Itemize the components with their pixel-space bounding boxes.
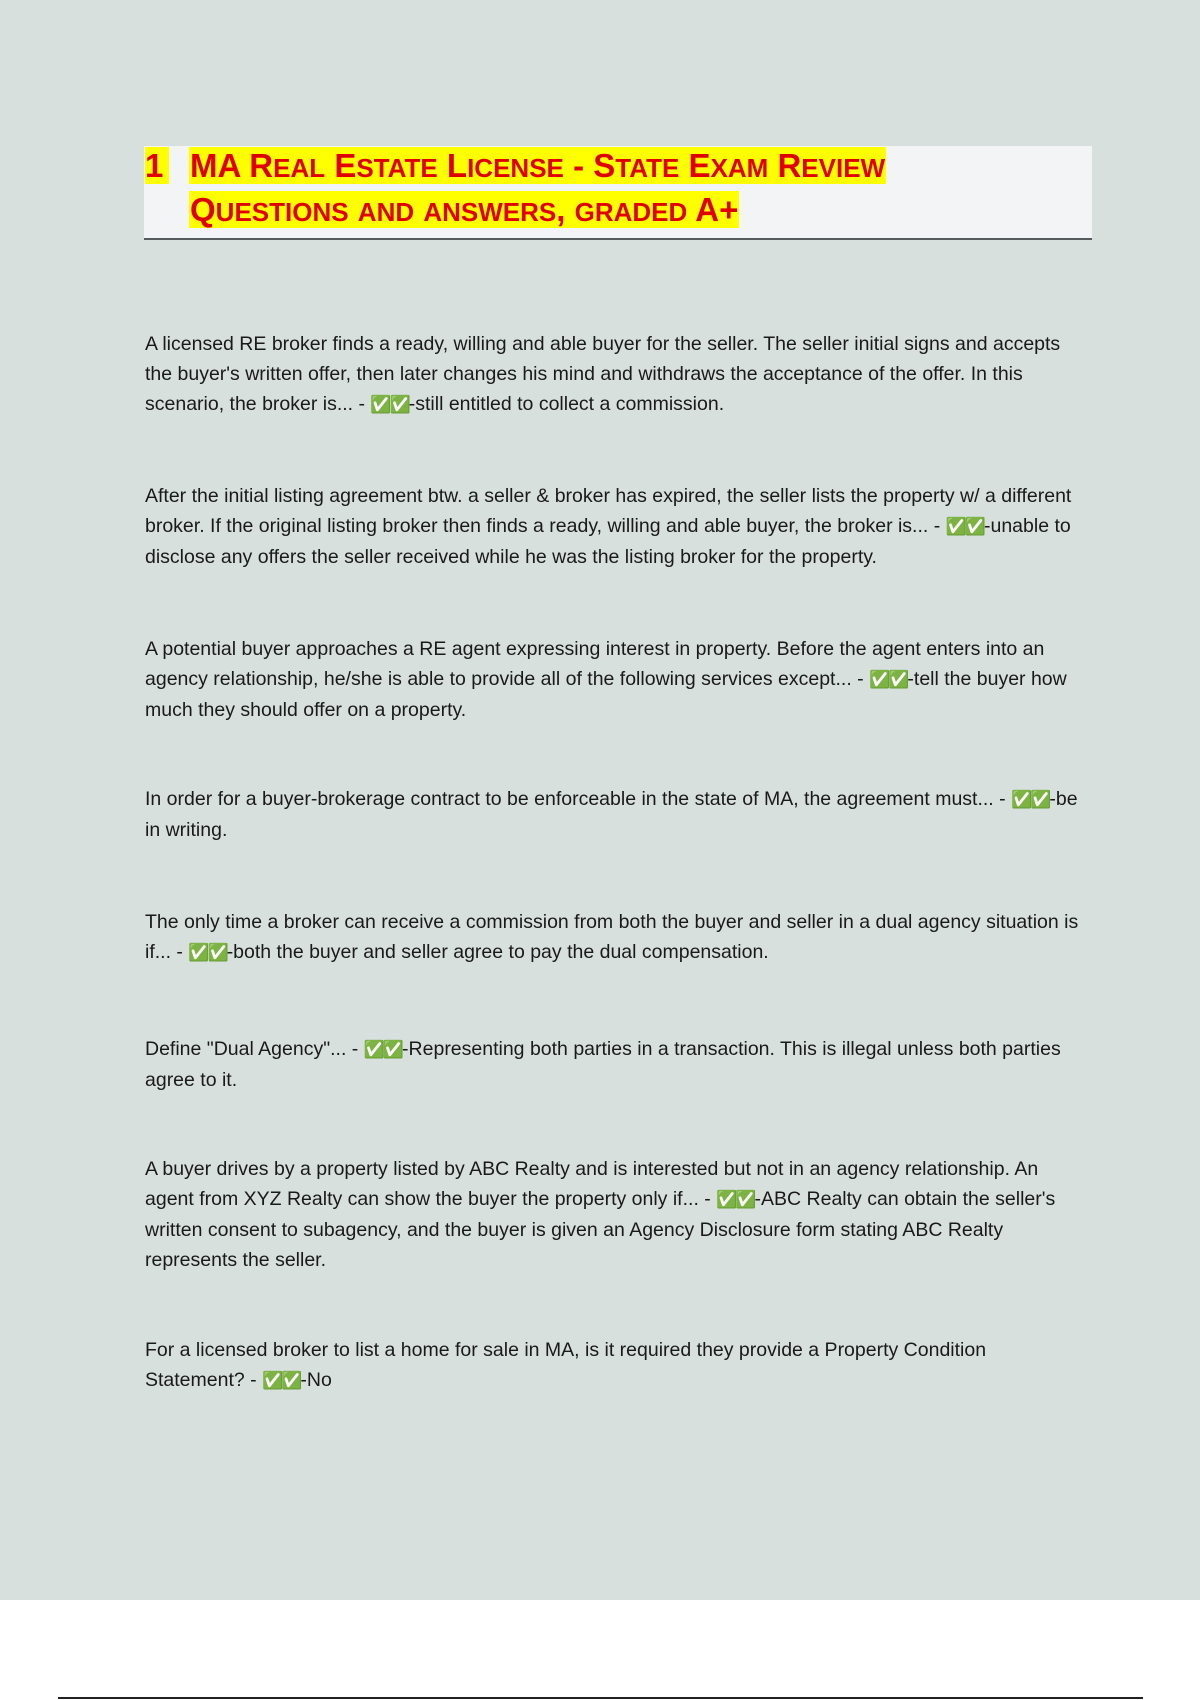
qa-item-2: [145, 481, 1090, 572]
qa-item-4: [145, 784, 1090, 845]
qa-item-6: [145, 1034, 1090, 1095]
double-check-icon: ✅✅: [370, 395, 409, 415]
double-check-icon: ✅✅: [945, 517, 984, 537]
double-check-icon: ✅✅: [363, 1040, 403, 1060]
double-check-icon: ✅✅: [1011, 790, 1050, 810]
answer-text: -still entitled to collect a commission.: [408, 393, 725, 415]
question-text: After the initial listing agreement btw. a seller & broker has expired, the seller lists the property w/ a different broker. If the original listing broker then finds a ready, willing and able buyer, the broker is... -: [145, 485, 1072, 537]
qa-item-7: [145, 1154, 1090, 1275]
answer-text: -No: [300, 1369, 332, 1391]
question-text: A licensed RE broker finds a ready, willing and able buyer for the seller. The seller initial signs and accepts the buyer's written offer, then later changes his mind and withdraws the acceptance of the offer. In this scenario, the broker is... -: [145, 333, 1061, 415]
question-text: In order for a buyer-brokerage contract to be enforceable in the state of MA, the agreement must... -: [145, 788, 1012, 810]
question-text: A potential buyer approaches a RE agent expressing interest in property. Before the agent enters into an agency relationship, he/she is able to provide all of the following services except... -: [145, 638, 1045, 690]
answer-text: -tell the buyer how much they should offer on a property.: [145, 668, 1067, 721]
answer-text: -unable to disclose any offers the seller received while he was the listing broker for the property.: [145, 515, 1071, 568]
question-text: Define "Dual Agency"... -: [145, 1038, 364, 1060]
question-text: The only time a broker can receive a commission from both the buyer and seller in a dual agency situation is if... -: [145, 911, 1079, 963]
answer-text: -both the buyer and seller agree to pay the dual compensation.: [226, 941, 769, 963]
footer-divider: [58, 1697, 1143, 1699]
answer-text: -be in writing.: [145, 788, 1078, 841]
heading-number: 1: [145, 145, 169, 187]
question-text: A buyer drives by a property listed by ABC Realty and is interested but not in an agency relationship. An agent from XYZ Realty can show the buyer the property only if... -: [145, 1158, 1039, 1210]
double-check-icon: ✅✅: [869, 670, 908, 690]
heading-title-line1: MA REAL ESTATE LICENSE - STATE EXAM REVIEW: [190, 147, 886, 184]
double-check-icon: ✅✅: [716, 1190, 755, 1210]
heading-title-line2: QUESTIONS AND ANSWERS, GRADED A+: [190, 191, 739, 228]
answer-text: -Representing both parties in a transaction. This is illegal unless both parties agree to it.: [145, 1038, 1061, 1091]
qa-item-5: [145, 907, 1090, 968]
qa-item-3: [145, 634, 1090, 725]
qa-item-8: [145, 1335, 1090, 1396]
double-check-icon: ✅✅: [262, 1371, 301, 1391]
answer-text: -ABC Realty can obtain the seller's written consent to subagency, and the buyer is given an Agency Disclosure form stating ABC Realty represents the seller.: [145, 1188, 1056, 1271]
question-text: For a licensed broker to list a home for sale in MA, is it required they provide a Property Condition Statement? -: [145, 1339, 987, 1391]
qa-item-1: [145, 329, 1090, 420]
double-check-icon: ✅✅: [188, 943, 227, 963]
